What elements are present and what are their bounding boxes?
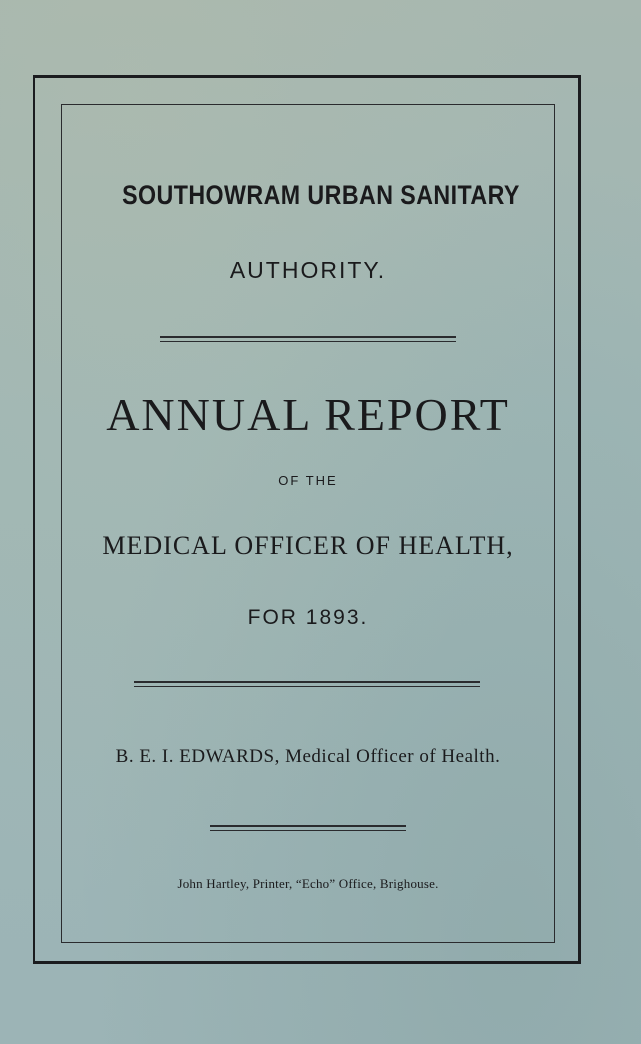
inner-border bbox=[61, 104, 555, 943]
divider-rule-bottom bbox=[210, 825, 406, 831]
report-subject: MEDICAL OFFICER OF HEALTH, bbox=[102, 531, 514, 560]
author-line: B. E. I. EDWARDS, Medical Officer of Health. bbox=[115, 746, 501, 767]
report-year: FOR 1893. bbox=[247, 606, 369, 629]
printer-imprint: John Hartley, Printer, “Echo” Office, Brighouse. bbox=[177, 876, 439, 891]
report-title-connector: OF THE bbox=[278, 473, 338, 488]
report-title: ANNUAL REPORT bbox=[106, 389, 510, 440]
divider-rule-top bbox=[160, 336, 456, 342]
authority-heading: SOUTHOWRAM URBAN SANITARY bbox=[122, 180, 520, 210]
authority-heading-continued: AUTHORITY. bbox=[229, 257, 387, 283]
divider-rule-middle bbox=[134, 681, 480, 687]
